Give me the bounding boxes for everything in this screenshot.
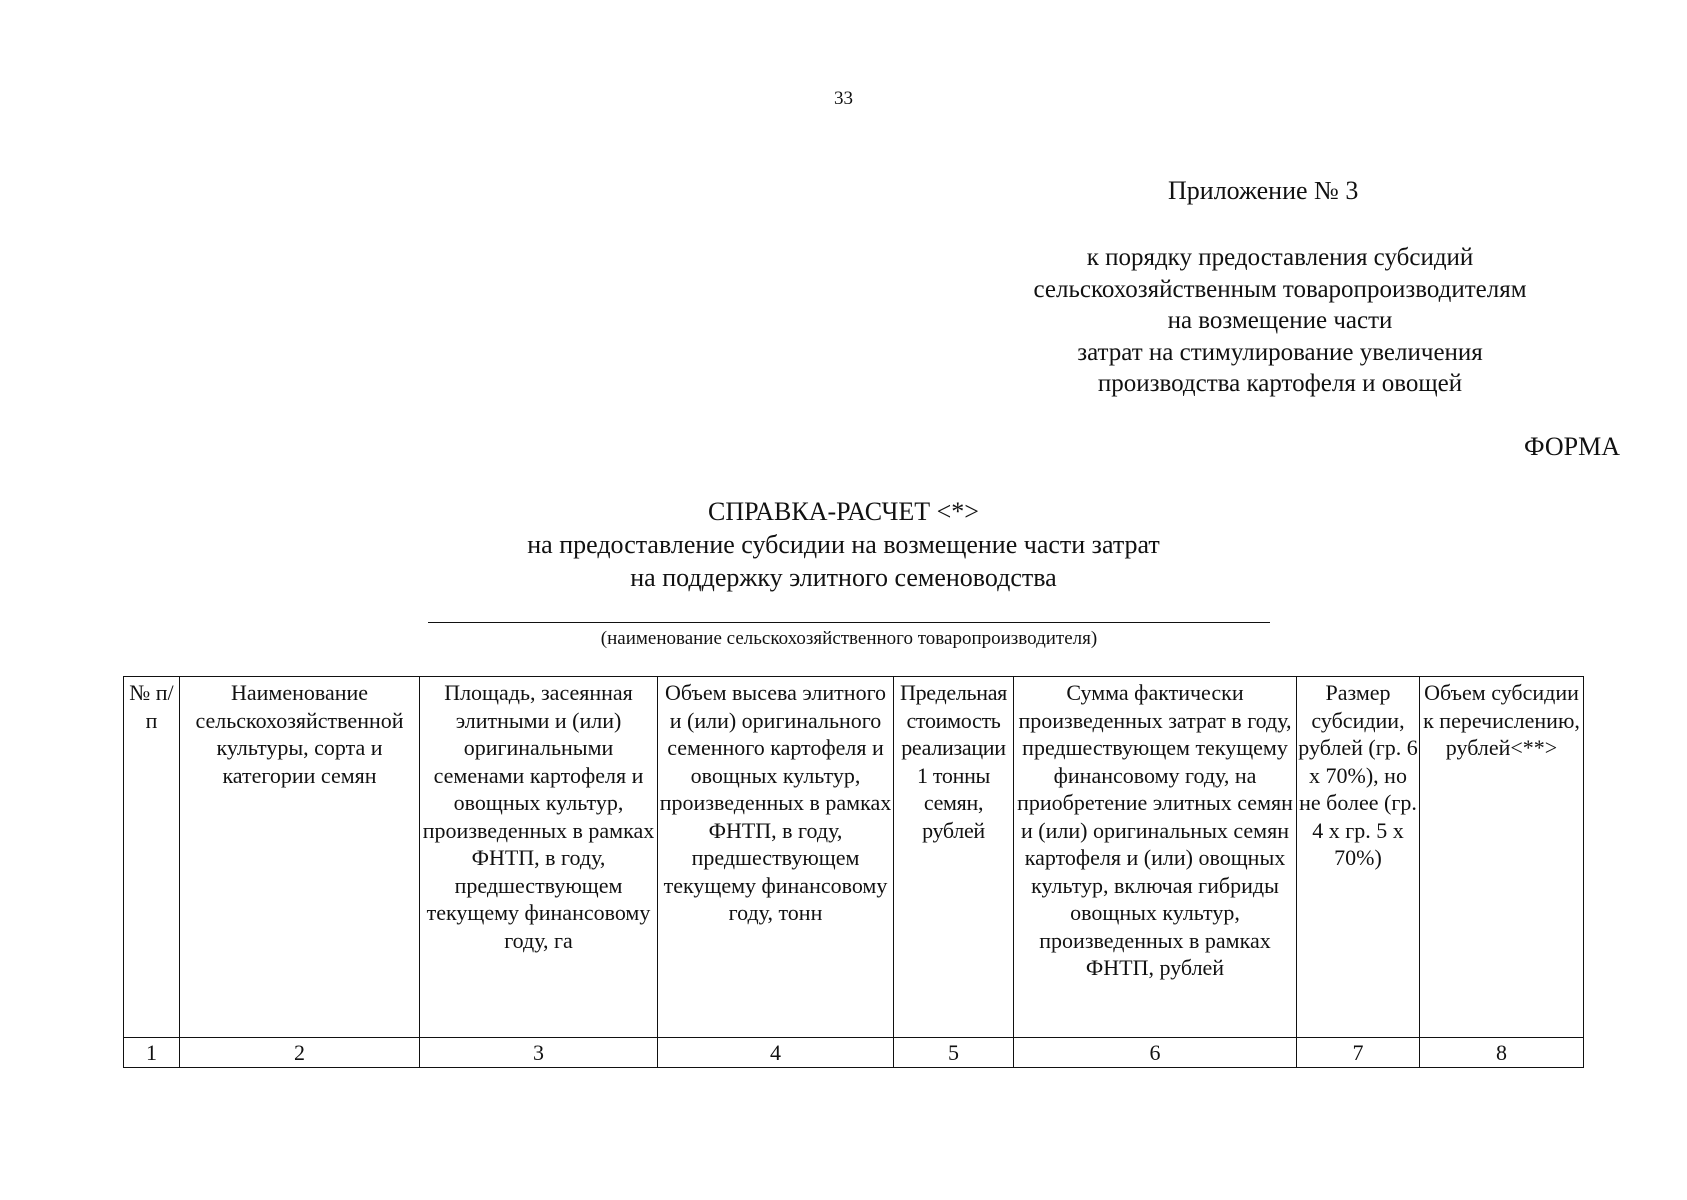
column-number-row <box>124 1038 1584 1068</box>
header-cell-crop-name: Наименование сельскохозяйственной культуры, сорта и категории семян <box>180 677 420 1038</box>
calculation-table <box>123 676 1584 1068</box>
annex-title: Приложение № 3 <box>1168 176 1359 205</box>
annex-subtitle-line: производства картофеля и овощей <box>1097 370 1463 397</box>
column-number-cell: 6 <box>1014 1038 1297 1068</box>
document-title-line: СПРАВКА-РАСЧЕТ <*> <box>708 497 979 526</box>
annex-subtitle-line: к порядку предоставления субсидий <box>1086 244 1474 271</box>
header-cell-subsidy-size: Размер субсидии, рублей (гр. 6 x 70%), но не более (гр. 4 x гр. 5 x 70%) <box>1297 677 1420 1038</box>
annex-subtitle-line: на возмещение части <box>1167 307 1393 334</box>
page-number: 33 <box>834 88 853 109</box>
column-number-cell: 8 <box>1420 1038 1584 1068</box>
column-number-cell: 5 <box>894 1038 1014 1068</box>
document-title-line: на поддержку элитного семеноводства <box>630 563 1057 592</box>
column-number-cell: 7 <box>1297 1038 1420 1068</box>
column-number-cell: 2 <box>180 1038 420 1068</box>
form-label: ФОРМА <box>1524 432 1620 461</box>
header-cell-number: № п/п <box>124 677 180 1038</box>
header-cell-transfer-volume: Объем субсидии к перечислению, рублей<**> <box>1420 677 1584 1038</box>
header-cell-sowing-volume: Объем высева элитного и (или) оригинального семенного картофеля и овощных культур, произведенных в рамках ФНТП, в году, предшествующем текущему финансовому году, тонн <box>658 677 894 1038</box>
document-title <box>0 495 1687 594</box>
column-number-cell: 1 <box>124 1038 180 1068</box>
annex-subtitle-line: сельскохозяйственным товаропроизводителям <box>1033 275 1527 303</box>
column-number-cell: 3 <box>420 1038 658 1068</box>
document-title-line: на предоставление субсидии на возмещение части затрат <box>527 530 1160 559</box>
header-cell-max-cost: Предельная стоимость реализации 1 тонны семян, рублей <box>894 677 1014 1038</box>
table-header-row <box>124 677 1584 1038</box>
column-number-cell: 4 <box>658 1038 894 1068</box>
header-cell-actual-costs: Сумма фактически произведенных затрат в году, предшествующем текущему финансовому году, на приобретение элитных семян и (или) оригинальных семян картофеля и (или) овощных культур, включая гибриды овощных культур, произведенных в рамках ФНТП, рублей <box>1014 677 1297 1038</box>
producer-name-line <box>428 622 1270 623</box>
annex-subtitle-line: затрат на стимулирование увеличения <box>1077 338 1483 366</box>
producer-name-caption: (наименование сельскохозяйственного товаропроизводителя) <box>600 628 1098 649</box>
annex-subtitle <box>960 242 1600 400</box>
header-cell-sown-area: Площадь, засеянная элитными и (или) оригинальными семенами картофеля и овощных культур, произведенных в рамках ФНТП, в году, предшествующем текущему финансовому году, га <box>420 677 658 1038</box>
